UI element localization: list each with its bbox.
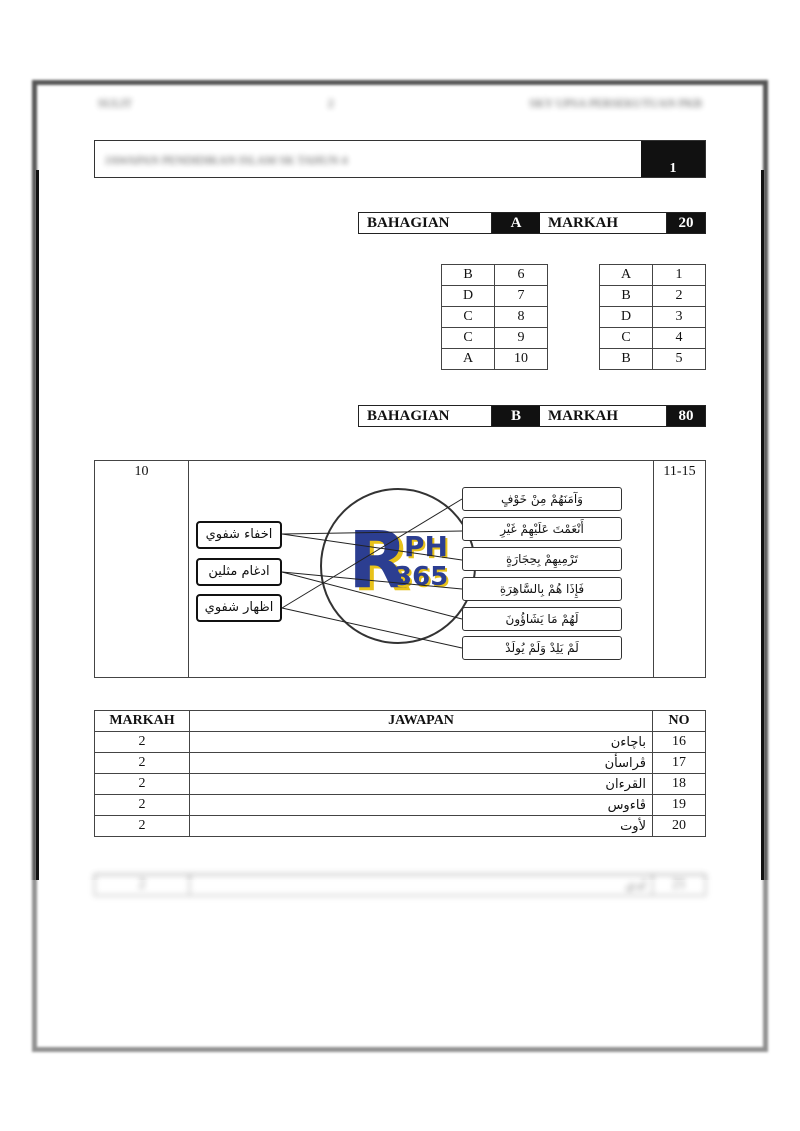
- document-title: JAWAPAN PENDIDIKAN ISLAM SK TAHUN 4: [105, 153, 348, 167]
- match-line-5: [282, 499, 462, 608]
- question-number: 10: [495, 349, 548, 370]
- table-row: [95, 732, 706, 753]
- answer-letter: D: [600, 307, 653, 328]
- col-jawapan-header: JAWAPAN: [190, 711, 653, 732]
- markah-cell: 2: [95, 753, 190, 774]
- no-cell: 20: [653, 816, 706, 837]
- ayat-box-2: أَنْعَمْتَ عَلَيْهِمْ غَيْرِ: [462, 517, 622, 541]
- question-number: 5: [653, 349, 706, 370]
- question-number: 1: [653, 265, 706, 286]
- markah-cell: 2: [95, 732, 190, 753]
- ayat-box-5: لَهُمْ مَا يَشَاؤُونَ: [462, 607, 622, 631]
- ayat-box-3: تَرْمِيهِمْ بِحِجَارَةٍ: [462, 547, 622, 571]
- question-number: 7: [495, 286, 548, 307]
- matching-marks: 10: [95, 461, 189, 677]
- logo-ph-text: PH: [404, 530, 448, 563]
- jawapan-cell: باچاءن: [190, 732, 653, 753]
- question-number: 9: [495, 328, 548, 349]
- question-number: 4: [653, 328, 706, 349]
- markah-cell: 2: [95, 875, 190, 896]
- blurred-overlay: [0, 880, 800, 1080]
- tajwid-box-1: اخفاء شفوي: [196, 521, 282, 549]
- section-b-letter: B: [492, 406, 540, 426]
- logo-r-letter: R: [348, 516, 409, 606]
- no-cell: 16: [653, 732, 706, 753]
- section-a-markah-label: MARKAH: [540, 213, 667, 233]
- answer-letter: A: [600, 265, 653, 286]
- jawapan-cell: القرءان: [190, 774, 653, 795]
- answer-letter: B: [442, 265, 495, 286]
- tajwid-box-2: ادغام مثلين: [196, 558, 282, 586]
- no-cell: 19: [653, 795, 706, 816]
- ayat-box-4: فَإِذَا هُمْ بِالسَّاهِرَةِ: [462, 577, 622, 601]
- title-number: 1: [641, 141, 705, 177]
- no-cell: 18: [653, 774, 706, 795]
- question-number: 8: [495, 307, 548, 328]
- header-center: 2: [327, 96, 334, 110]
- matching-question-range: 11-15: [653, 461, 705, 677]
- answer-table: [94, 710, 706, 837]
- jawapan-cell: ڤاءوس: [190, 795, 653, 816]
- table-row: [95, 795, 706, 816]
- section-b-marks: 80: [667, 406, 705, 426]
- markah-cell: 2: [95, 816, 190, 837]
- section-a-marks: 20: [667, 213, 705, 233]
- ayat-box-6: لَمْ يَلِدْ وَلَمْ يُولَدْ: [462, 636, 622, 660]
- match-line-2: [282, 534, 462, 560]
- no-cell: 21: [653, 875, 706, 896]
- jawapan-cell: لدي: [190, 875, 653, 896]
- answer-letter: B: [600, 286, 653, 307]
- answer-letter: A: [442, 349, 495, 370]
- table-row: [95, 816, 706, 837]
- col-no-header: NO: [653, 711, 706, 732]
- no-cell: 17: [653, 753, 706, 774]
- tajwid-box-3: اظهار شفوي: [196, 594, 282, 622]
- question-number: 6: [495, 265, 548, 286]
- header-right: SKY UPSA PERSEKUTUAN PKB: [529, 96, 702, 110]
- section-b-markah-label: MARKAH: [540, 406, 667, 426]
- match-line-1: [282, 531, 462, 534]
- answer-letter: B: [600, 349, 653, 370]
- jawapan-cell: ڤراسأن: [190, 753, 653, 774]
- answer-letter: C: [442, 328, 495, 349]
- match-line-6: [282, 608, 462, 648]
- markah-cell: 2: [95, 774, 190, 795]
- col-markah-header: MARKAH: [95, 711, 190, 732]
- answer-letter: D: [442, 286, 495, 307]
- table-row: [95, 753, 706, 774]
- question-number: 2: [653, 286, 706, 307]
- logo-365-text: 365: [394, 562, 449, 592]
- match-line-4: [282, 572, 462, 619]
- answer-letter: C: [442, 307, 495, 328]
- question-number: 3: [653, 307, 706, 328]
- section-a-label: BAHAGIAN: [359, 213, 492, 233]
- ayat-box-1: وَآمَنَهُمْ مِنْ خَوْفٍ: [462, 487, 622, 511]
- section-b-label: BAHAGIAN: [359, 406, 492, 426]
- markah-cell: 2: [95, 795, 190, 816]
- header-left: SULIT: [98, 96, 132, 110]
- jawapan-cell: لأوت: [190, 816, 653, 837]
- match-line-3: [282, 572, 462, 589]
- table-row: [95, 774, 706, 795]
- answer-letter: C: [600, 328, 653, 349]
- section-a-letter: A: [492, 213, 540, 233]
